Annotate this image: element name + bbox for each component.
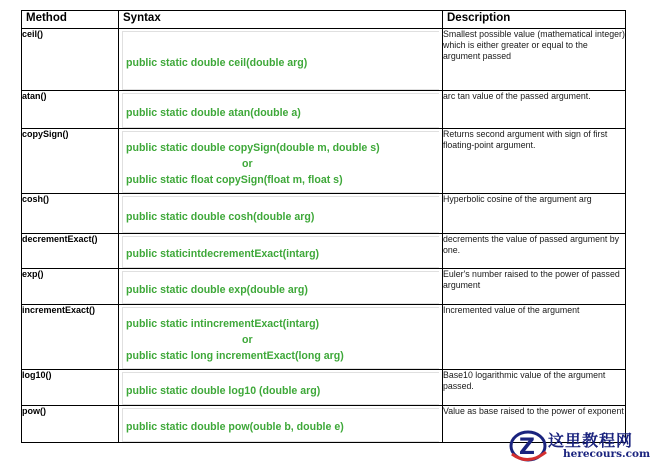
table-row bbox=[22, 370, 626, 406]
method-description: Hyperbolic cosine of the argument arg bbox=[443, 194, 626, 234]
logo-url: herecours.com bbox=[563, 448, 651, 460]
syntax-line: public static double exp(double arg) bbox=[126, 284, 308, 296]
header-description: Description bbox=[443, 11, 626, 29]
syntax-cell bbox=[119, 129, 443, 194]
syntax-or: or bbox=[242, 158, 253, 170]
table-row bbox=[22, 129, 626, 194]
syntax-box bbox=[122, 131, 439, 193]
math-methods-table bbox=[21, 10, 626, 443]
table-row bbox=[22, 269, 626, 305]
syntax-cell bbox=[119, 305, 443, 370]
table-header-row bbox=[22, 11, 626, 29]
table-body bbox=[22, 29, 626, 443]
syntax-line: public static double cosh(double arg) bbox=[126, 211, 315, 223]
logo-emblem-icon bbox=[508, 424, 552, 467]
syntax-box bbox=[122, 408, 439, 442]
syntax-or: or bbox=[242, 334, 253, 346]
syntax-cell bbox=[119, 91, 443, 129]
syntax-line: public static long incrementExact(long arg) bbox=[126, 350, 344, 362]
syntax-box bbox=[122, 93, 439, 128]
method-name: decrementExact() bbox=[22, 234, 119, 269]
table-row bbox=[22, 194, 626, 234]
syntax-cell bbox=[119, 406, 443, 443]
method-name: exp() bbox=[22, 269, 119, 305]
header-method: Method bbox=[22, 11, 119, 29]
method-name: pow() bbox=[22, 406, 119, 443]
method-name: atan() bbox=[22, 91, 119, 129]
table-row bbox=[22, 234, 626, 269]
syntax-cell bbox=[119, 370, 443, 406]
table-row bbox=[22, 29, 626, 91]
table-row bbox=[22, 305, 626, 370]
syntax-cell bbox=[119, 29, 443, 91]
method-description: Base10 logarithmic value of the argument passed. bbox=[443, 370, 626, 406]
syntax-box bbox=[122, 236, 439, 268]
header-syntax: Syntax bbox=[119, 11, 443, 29]
syntax-line: public static double ceil(double arg) bbox=[126, 57, 308, 69]
method-description: Value as base raised to the power of exponent bbox=[443, 406, 626, 443]
syntax-line: public static double pow(ouble b, double e) bbox=[126, 421, 344, 433]
method-description: arc tan value of the passed argument. bbox=[443, 91, 626, 129]
syntax-cell bbox=[119, 194, 443, 234]
method-description: Incremented value of the argument bbox=[443, 305, 626, 370]
syntax-line: public static intincrementExact(intarg) bbox=[126, 318, 320, 330]
method-name: incrementExact() bbox=[22, 305, 119, 370]
watermark-logo bbox=[508, 424, 654, 467]
syntax-cell bbox=[119, 234, 443, 269]
syntax-box bbox=[122, 307, 439, 369]
method-description: decrements the value of passed argument by one. bbox=[443, 234, 626, 269]
syntax-box bbox=[122, 271, 439, 304]
syntax-box bbox=[122, 196, 439, 233]
syntax-cell bbox=[119, 269, 443, 305]
method-description: Euler's number raised to the power of passed argument bbox=[443, 269, 626, 305]
syntax-line: public static double copySign(double m, double s) bbox=[126, 142, 380, 154]
logo-title: 这里教程网 bbox=[548, 431, 634, 450]
svg-text:Z: Z bbox=[519, 435, 535, 460]
syntax-line: public static float copySign(float m, float s) bbox=[126, 174, 343, 186]
methods-table-wrapper bbox=[21, 10, 626, 443]
method-name: log10() bbox=[22, 370, 119, 406]
syntax-line: public staticintdecrementExact(intarg) bbox=[126, 248, 320, 260]
method-name: copySign() bbox=[22, 129, 119, 194]
method-description: Returns second argument with sign of first floating-point argument. bbox=[443, 129, 626, 194]
method-name: ceil() bbox=[22, 29, 119, 91]
method-description: Smallest possible value (mathematical integer) which is either greater or equal to the argument passed bbox=[443, 29, 626, 91]
table-row bbox=[22, 91, 626, 129]
syntax-line: public static double log10 (double arg) bbox=[126, 385, 321, 397]
syntax-box bbox=[122, 31, 439, 90]
method-name: cosh() bbox=[22, 194, 119, 234]
syntax-box bbox=[122, 372, 439, 405]
syntax-line: public static double atan(double a) bbox=[126, 107, 301, 119]
